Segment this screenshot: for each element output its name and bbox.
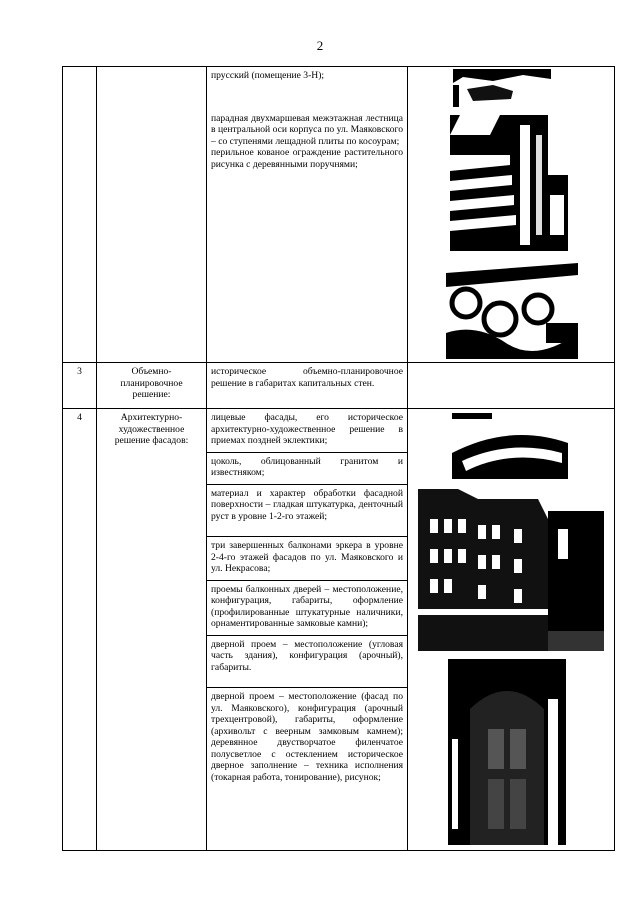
item-name: Архитектурно-художественное решение фасадов: — [114, 412, 189, 446]
facade-detail-photo — [452, 413, 568, 479]
item-name-cell — [97, 67, 207, 363]
wrought-railing-photo — [446, 263, 578, 359]
description-paragraph: материал и характер обработки фасадной поверхности – гладкая штукатурка, денточный руст в уровне 1-2-го этажей; — [207, 485, 407, 538]
row-number — [63, 67, 96, 70]
protected-items-table — [62, 66, 615, 851]
description-paragraph: прусский (помещение 3-Н); — [211, 70, 325, 81]
description-cell — [207, 67, 408, 363]
staircase-photo — [450, 115, 568, 251]
table-row — [63, 409, 615, 851]
table-row — [63, 363, 615, 409]
interior-photo-fragment — [453, 69, 551, 107]
row-number-cell — [63, 363, 97, 409]
empty-photo-cell — [408, 363, 615, 409]
row-number: 4 — [77, 412, 82, 423]
description-paragraph: цоколь, облицованный гранитом и известняком; — [207, 453, 407, 485]
description-paragraph: перильное кованое ограждение растительного рисунка с деревянными поручнями; — [211, 147, 403, 170]
page-number: 2 — [316, 38, 324, 53]
description-cell — [207, 409, 408, 851]
description-cell — [207, 363, 408, 409]
description-paragraph: парадная двухмаршевая межэтажная лестница в центральной оси корпуса по ул. Маяковского – со ступенями лещадной плиты по косоурам; — [211, 112, 403, 147]
arched-doorway-photo — [448, 659, 566, 845]
item-name-cell — [97, 363, 207, 409]
photo-cell — [408, 409, 615, 851]
item-name — [97, 67, 206, 70]
description-paragraph: историческое объемно-планировочное решение в габаритах капитальных стен. — [211, 366, 403, 389]
description-paragraph: проемы балконных дверей – местоположение, конфигурация, габариты, оформление (профилированные штукатурные наличники, орнаментированные замковые камни); — [207, 581, 407, 636]
item-name-cell — [97, 409, 207, 851]
photo-cell — [408, 67, 615, 363]
corner-building-photo — [418, 489, 604, 651]
item-name: Объемно-планировочное решение: — [120, 366, 183, 400]
description-paragraph: лицевые фасады, его историческое архитектурно-художественное решение в приемах поздней эклектики; — [207, 409, 407, 453]
row-number-cell — [63, 67, 97, 363]
description-paragraph: три завершенных балконами эркера в уровне 2-4-го этажей фасадов по ул. Маяковского и ул. Некрасова; — [207, 537, 407, 581]
row-number: 3 — [77, 366, 82, 377]
row-number-cell — [63, 409, 97, 851]
table-row — [63, 67, 615, 363]
description-paragraph: дверной проем – местоположение (фасад по ул. Маяковского), конфигурация (арочный трехцентровой), габариты, оформление (архивольт с веерным замковым камнем); деревянное двустворчатое филенчатое полусветлое с остеклением историческое дверное заполнение – техника исполнения (токарная работа, тонирование), рисунок; — [211, 691, 403, 783]
description-paragraph: дверной проем – местоположение (угловая часть здания), конфигурация (арочный), габариты. — [207, 636, 407, 689]
